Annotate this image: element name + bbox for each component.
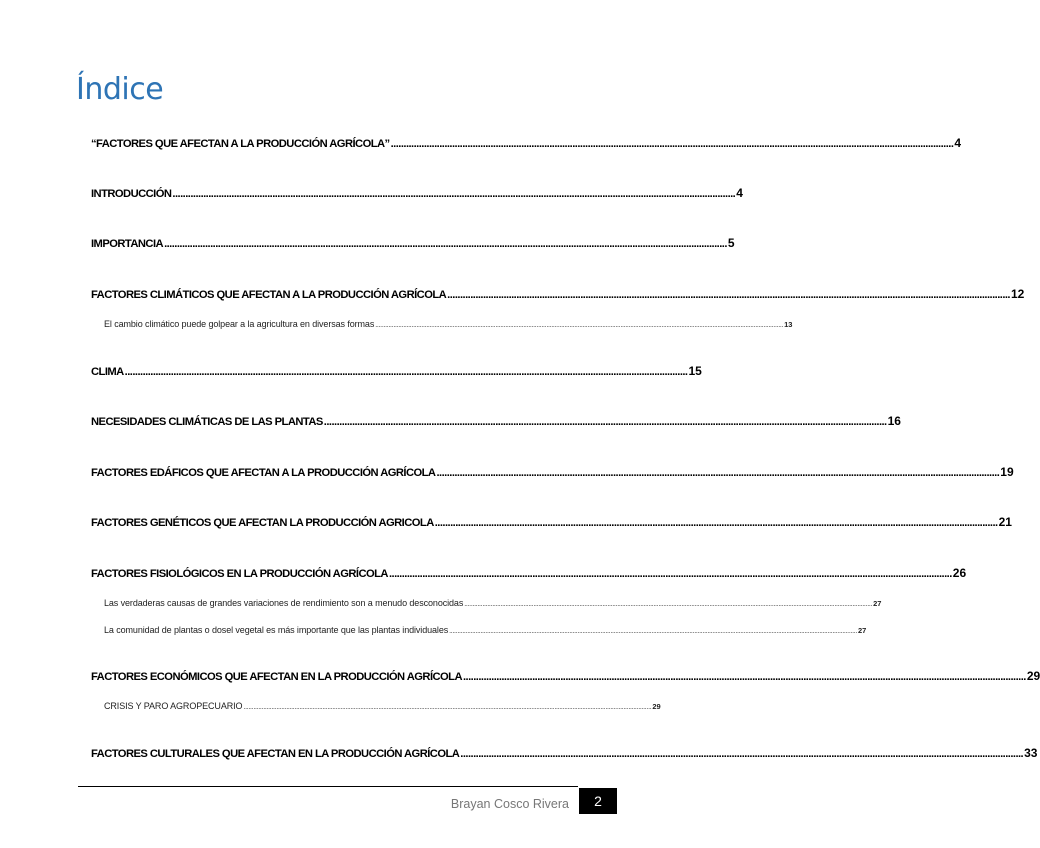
toc-entry-page: 21 <box>998 515 1012 529</box>
toc-entry[interactable] <box>91 465 1014 479</box>
toc-entry[interactable] <box>91 515 1012 529</box>
toc-entry-text: IMPORTANCIA <box>91 238 164 250</box>
toc-leader-dots: ............................................................................................................................................................................................................................ <box>323 416 887 428</box>
toc-entry-page: 12 <box>1011 287 1025 301</box>
toc-entry-text: FACTORES EDÁFICOS QUE AFECTAN A LA PRODUCCIÓN AGRÍCOLA <box>91 467 436 479</box>
toc-subentry[interactable] <box>104 701 661 711</box>
toc-entry-text: FACTORES CULTURALES QUE AFECTAN EN LA PRODUCCIÓN AGRÍCOLA <box>91 748 460 760</box>
toc-entry-text: INTRODUCCIÓN <box>91 188 172 200</box>
toc-entry-page: 33 <box>1024 746 1038 760</box>
toc-entry[interactable] <box>91 669 1040 683</box>
toc-leader-dots: ............................................................................................................................................................................................................................ <box>460 748 1024 760</box>
toc-entry-page: 27 <box>858 626 867 635</box>
toc-entry[interactable] <box>91 414 901 428</box>
page-title: Índice <box>76 72 164 107</box>
toc-entry-text: FACTORES ECONÓMICOS QUE AFECTAN EN LA PRODUCCIÓN AGRÍCOLA <box>91 671 462 683</box>
page-number: 2 <box>594 793 602 809</box>
toc-entry[interactable] <box>91 236 735 250</box>
toc-entry-text: FACTORES GENÉTICOS QUE AFECTAN LA PRODUCCIÓN AGRICOLA <box>91 517 434 529</box>
toc-entry-page: 29 <box>1026 669 1040 683</box>
toc-subentry[interactable] <box>104 319 793 329</box>
toc-leader-dots: ........................................................................................................................................................................................................................................................ <box>243 704 652 711</box>
toc-entry-page: 13 <box>784 320 793 329</box>
footer-author: Brayan Cosco Rivera <box>450 797 569 811</box>
toc-entry[interactable] <box>91 746 1038 760</box>
toc-entry-text: “FACTORES QUE AFECTAN A LA PRODUCCIÓN AGRÍCOLA” <box>91 138 390 150</box>
page-number-badge <box>579 788 617 814</box>
toc-leader-dots: ............................................................................................................................................................................................................................ <box>124 366 688 378</box>
toc-leader-dots: ........................................................................................................................................................................................................................................................ <box>464 601 873 608</box>
toc-entry-text: FACTORES FISIOLÓGICOS EN LA PRODUCCIÓN AGRÍCOLA <box>91 568 388 580</box>
toc-leader-dots: ........................................................................................................................................................................................................................................................ <box>375 322 784 329</box>
toc-entry[interactable] <box>91 364 702 378</box>
toc-leader-dots: ............................................................................................................................................................................................................................ <box>164 238 727 250</box>
toc-entry-text: El cambio climático puede golpear a la agricultura en diversas formas <box>104 319 375 329</box>
toc-entry[interactable] <box>91 566 967 580</box>
toc-entry-page: 15 <box>688 364 702 378</box>
toc-entry-text: Las verdaderas causas de grandes variaciones de rendimiento son a menudo desconocidas <box>104 598 464 608</box>
toc-entry[interactable] <box>91 136 962 150</box>
toc-entry-page: 16 <box>887 414 901 428</box>
toc-leader-dots: ............................................................................................................................................................................................................................ <box>434 517 998 529</box>
toc-entry-text: CRISIS Y PARO AGROPECUARIO <box>104 701 243 711</box>
toc-entry[interactable] <box>91 287 1025 301</box>
toc-entry-page: 5 <box>727 236 735 250</box>
toc-leader-dots: ............................................................................................................................................................................................................................ <box>388 568 952 580</box>
toc-subentry[interactable] <box>104 625 867 635</box>
toc-entry-page: 29 <box>652 702 661 711</box>
toc-entry-text: NECESIDADES CLIMÁTICAS DE LAS PLANTAS <box>91 416 323 428</box>
toc-entry-text: La comunidad de plantas o dosel vegetal es más importante que las plantas individuales <box>104 625 449 635</box>
toc-entry-page: 19 <box>1000 465 1014 479</box>
toc-entry-page: 4 <box>954 136 962 150</box>
toc-leader-dots: ............................................................................................................................................................................................................................ <box>172 188 736 200</box>
toc-leader-dots: ............................................................................................................................................................................................................................ <box>463 671 1026 683</box>
toc-entry[interactable] <box>91 186 743 200</box>
toc-leader-dots: ........................................................................................................................................................................................................................................................ <box>449 628 858 635</box>
toc-subentry[interactable] <box>104 598 882 608</box>
toc-entry-page: 26 <box>952 566 967 580</box>
toc-entry-page: 27 <box>873 599 882 608</box>
toc-entry-text: FACTORES CLIMÁTICOS QUE AFECTAN A LA PRODUCCIÓN AGRÍCOLA <box>91 289 447 301</box>
footer-divider <box>78 786 578 787</box>
toc-leader-dots: ............................................................................................................................................................................................................................ <box>447 289 1010 301</box>
toc-leader-dots: ............................................................................................................................................................................................................................ <box>436 467 1000 479</box>
toc-entry-text: CLIMA <box>91 366 124 378</box>
toc-entry-page: 4 <box>736 186 743 200</box>
toc-leader-dots: ............................................................................................................................................................................................................................ <box>390 138 954 150</box>
